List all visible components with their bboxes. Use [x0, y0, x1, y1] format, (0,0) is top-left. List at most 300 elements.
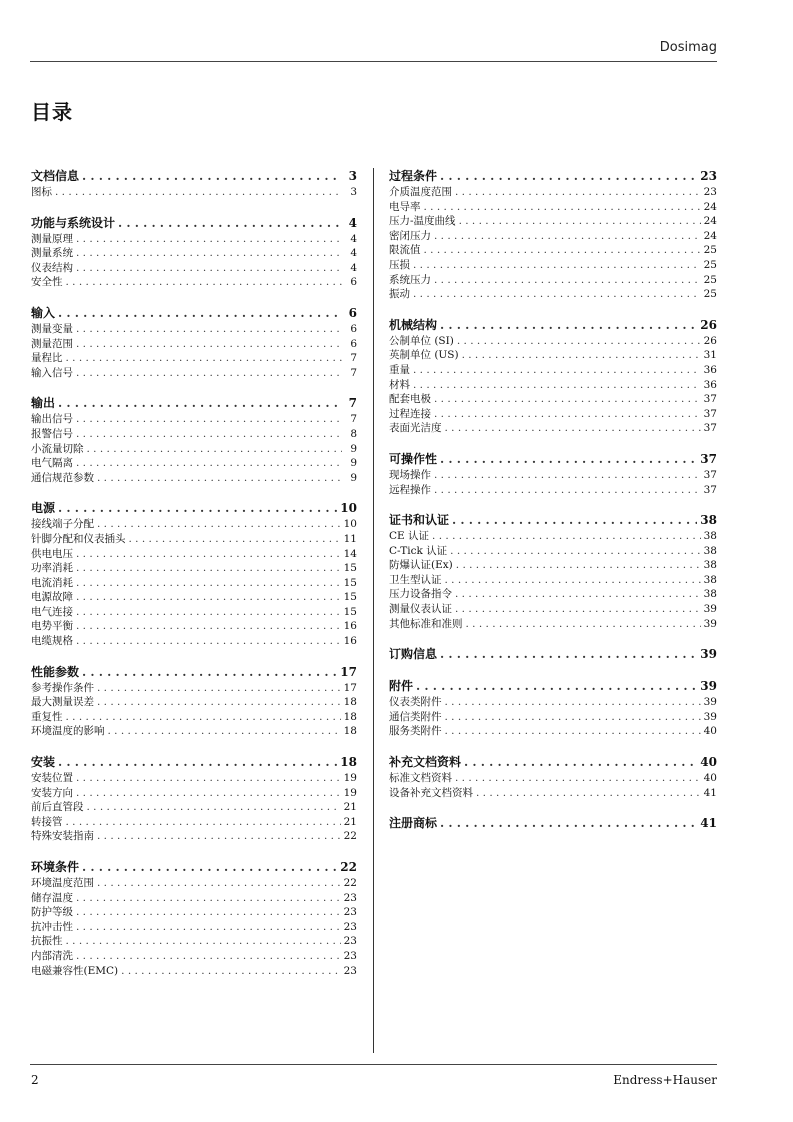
entry-page: 40: [703, 725, 717, 738]
entry-label: 前后直管段: [31, 801, 84, 814]
entry-label: 电磁兼容性(EMC): [31, 964, 119, 977]
section-label: 环境条件: [31, 860, 80, 874]
toc-section-heading[interactable]: [31, 215, 357, 232]
dot-leader: [455, 185, 701, 200]
toc-entry[interactable]: [389, 243, 717, 258]
entry-page: 36: [703, 378, 717, 391]
toc-entry[interactable]: [31, 561, 357, 576]
header-rule: [30, 61, 717, 62]
dot-leader: [76, 891, 341, 906]
toc-entry[interactable]: [31, 261, 357, 276]
entry-label: 防爆认证(Ex): [389, 559, 453, 572]
dot-leader: [445, 573, 701, 588]
entry-label: 测量系统: [31, 247, 73, 260]
toc-entry[interactable]: [389, 229, 717, 244]
toc-entry[interactable]: [389, 185, 717, 200]
entry-label: 接线端子分配: [31, 518, 94, 531]
toc-section: [31, 754, 357, 844]
toc-entry[interactable]: [31, 322, 357, 337]
dot-leader: [76, 366, 342, 381]
dot-leader: [440, 168, 697, 185]
entry-label: 安装位置: [31, 772, 73, 785]
entry-label: 电气连接: [31, 605, 73, 618]
toc-entry[interactable]: [31, 619, 357, 634]
dot-leader: [440, 646, 697, 663]
entry-label: 参考操作条件: [31, 681, 94, 694]
dot-leader: [466, 617, 701, 632]
entry-page: 15: [343, 562, 357, 575]
toc-entry[interactable]: [31, 920, 357, 935]
toc-entry[interactable]: [389, 617, 717, 632]
toc-entry[interactable]: [31, 412, 357, 427]
toc-section-heading[interactable]: [389, 512, 717, 529]
section-label: 订购信息: [389, 647, 438, 662]
dot-leader: [432, 529, 701, 544]
entry-page: 36: [703, 363, 717, 376]
entry-label: 公制单位 (SI): [389, 334, 454, 347]
toc-entry[interactable]: [389, 378, 717, 393]
dot-leader: [97, 876, 341, 891]
entry-label: 安全性: [31, 276, 63, 289]
section-label: 安装: [31, 755, 56, 770]
dot-leader: [76, 590, 341, 605]
entry-label: 量程比: [31, 352, 63, 365]
dot-leader: [476, 786, 701, 801]
dot-leader: [413, 287, 701, 302]
toc-section-heading[interactable]: [31, 859, 357, 876]
entry-label: 测量原理: [31, 232, 73, 245]
toc-section: [31, 305, 357, 380]
toc-entry[interactable]: [31, 815, 357, 830]
entry-label: 介质温度范围: [389, 186, 452, 198]
entry-label: 密闭压力: [389, 229, 431, 242]
section-page: 38: [700, 513, 717, 528]
entry-label: 现场操作: [389, 468, 431, 481]
entry-page: 19: [343, 786, 357, 799]
entry-page: 16: [343, 635, 357, 648]
toc-entry[interactable]: [389, 529, 717, 544]
toc-entry[interactable]: [31, 442, 357, 457]
entry-page: 39: [703, 696, 717, 709]
toc-entry[interactable]: [31, 876, 357, 891]
dot-leader: [440, 317, 697, 334]
entry-page: 23: [343, 891, 357, 904]
entry-page: 40: [703, 772, 717, 785]
entry-label: 最大测量误差: [31, 696, 94, 709]
entry-label: 电流消耗: [31, 576, 73, 589]
toc-entry[interactable]: [389, 695, 717, 710]
dot-leader: [76, 412, 342, 427]
toc-entry[interactable]: [31, 964, 357, 979]
toc-section: [389, 512, 717, 631]
entry-label: 测量仪表认证: [389, 603, 452, 616]
entry-page: 37: [703, 422, 717, 435]
dot-leader: [445, 710, 701, 725]
toc-section-heading[interactable]: [31, 305, 357, 322]
entry-label: 振动: [389, 288, 410, 301]
toc-entry[interactable]: [31, 351, 357, 366]
toc-entry[interactable]: [31, 800, 357, 815]
column-divider: [373, 168, 374, 1053]
section-label: 输出: [31, 396, 56, 411]
toc-entry[interactable]: [389, 724, 717, 739]
entry-page: 38: [703, 544, 717, 557]
section-label: 附件: [389, 679, 414, 694]
dot-leader: [97, 681, 341, 696]
toc-section-heading[interactable]: [31, 395, 357, 412]
toc-entry[interactable]: [31, 605, 357, 620]
section-page: 26: [700, 317, 717, 332]
entry-page: 9: [350, 457, 357, 470]
toc-section: [31, 215, 357, 290]
dot-leader: [76, 261, 342, 276]
entry-label: 抗振性: [31, 935, 63, 948]
toc-section-heading[interactable]: [31, 168, 357, 185]
entry-page: 37: [703, 468, 717, 481]
dot-leader: [76, 576, 341, 591]
toc-section: [389, 451, 717, 497]
entry-label: 转接管: [31, 815, 63, 828]
entry-page: 23: [343, 920, 357, 933]
toc-section-heading[interactable]: [31, 500, 357, 517]
toc-entry[interactable]: [31, 590, 357, 605]
entry-page: 23: [343, 935, 357, 948]
toc-section-heading[interactable]: [389, 754, 717, 771]
dot-leader: [97, 517, 341, 532]
dot-leader: [76, 771, 341, 786]
toc-entry[interactable]: [389, 334, 717, 349]
toc-entry[interactable]: [31, 366, 357, 381]
footer-brand: Endress+Hauser: [613, 1073, 717, 1087]
dot-leader: [76, 232, 342, 247]
toc-entry[interactable]: [389, 214, 717, 229]
entry-label: 针脚分配和仪表插头: [31, 532, 126, 545]
dot-leader: [76, 920, 341, 935]
dot-leader: [58, 305, 342, 322]
entry-label: 其他标准和准则: [389, 617, 463, 630]
entry-page: 39: [703, 710, 717, 723]
dot-leader: [58, 754, 337, 771]
entry-page: 39: [703, 603, 717, 616]
entry-page: 23: [343, 964, 357, 977]
entry-page: 9: [350, 471, 357, 484]
entry-label: 报警信号: [31, 427, 73, 440]
toc-entry[interactable]: [389, 407, 717, 422]
dot-leader: [76, 547, 341, 562]
dot-leader: [66, 934, 341, 949]
dot-leader: [76, 427, 342, 442]
toc-entry[interactable]: [31, 891, 357, 906]
entry-page: 4: [350, 261, 357, 274]
toc-entry[interactable]: [389, 786, 717, 801]
dot-leader: [445, 695, 701, 710]
dot-leader: [76, 456, 342, 471]
entry-label: 仪表结构: [31, 261, 73, 274]
section-page: 10: [340, 501, 357, 516]
toc-section: [31, 500, 357, 648]
toc-section-heading[interactable]: [389, 678, 717, 695]
entry-page: 4: [350, 232, 357, 245]
dot-leader: [424, 243, 701, 258]
toc-entry[interactable]: [389, 258, 717, 273]
toc-entry[interactable]: [389, 200, 717, 215]
footer-page-number: 2: [31, 1073, 39, 1087]
dot-leader: [434, 468, 701, 483]
entry-page: 11: [343, 532, 357, 545]
entry-page: 21: [343, 801, 357, 814]
toc-entry[interactable]: [31, 771, 357, 786]
entry-label: 通信规范参数: [31, 471, 94, 484]
entry-page: 14: [343, 547, 357, 560]
toc-entry[interactable]: [31, 456, 357, 471]
entry-page: 25: [703, 258, 717, 271]
section-page: 6: [348, 305, 357, 320]
entry-label: 压损: [389, 258, 410, 271]
entry-page: 3: [350, 186, 357, 198]
dot-leader: [87, 442, 343, 457]
entry-label: 小流量切除: [31, 442, 84, 455]
entry-page: 15: [343, 591, 357, 604]
entry-page: 25: [703, 288, 717, 301]
toc-section: [389, 678, 717, 739]
entry-label: 电导率: [389, 200, 421, 213]
section-label: 功能与系统设计: [31, 215, 116, 230]
toc-section: [389, 646, 717, 663]
toc-entry[interactable]: [31, 185, 357, 200]
entry-label: 压力设备指令: [389, 588, 452, 601]
entry-label: 图标: [31, 186, 52, 198]
toc-left-column: [31, 168, 357, 993]
entry-label: 供电电压: [31, 547, 73, 560]
toc-entry[interactable]: [31, 532, 357, 547]
toc-entry[interactable]: [389, 421, 717, 436]
entry-page: 7: [350, 366, 357, 379]
entry-page: 17: [343, 681, 357, 694]
toc-entry[interactable]: [31, 471, 357, 486]
entry-page: 25: [703, 244, 717, 257]
dot-leader: [76, 322, 342, 337]
toc-entry[interactable]: [31, 275, 357, 290]
dot-leader: [434, 407, 701, 422]
dot-leader: [66, 275, 343, 290]
toc-section-heading[interactable]: [31, 754, 357, 771]
toc-entry[interactable]: [389, 483, 717, 498]
dot-leader: [87, 800, 341, 815]
toc-entry[interactable]: [389, 710, 717, 725]
toc-section-heading[interactable]: [389, 451, 717, 468]
entry-label: 限流值: [389, 244, 421, 257]
entry-label: 功率消耗: [31, 562, 73, 575]
dot-leader: [55, 185, 342, 200]
entry-page: 8: [350, 427, 357, 440]
toc-entry[interactable]: [31, 232, 357, 247]
entry-label: 标准文档资料: [389, 772, 452, 785]
toc-section-heading[interactable]: [389, 317, 717, 334]
entry-page: 24: [703, 215, 717, 228]
dot-leader: [434, 392, 701, 407]
entry-page: 24: [703, 229, 717, 242]
dot-leader: [424, 200, 701, 215]
entry-label: 抗冲击性: [31, 920, 73, 933]
entry-page: 18: [343, 710, 357, 723]
entry-label: 电气隔离: [31, 457, 73, 470]
dot-leader: [97, 471, 342, 486]
toc-entry[interactable]: [31, 517, 357, 532]
entry-page: 6: [350, 276, 357, 289]
dot-leader: [82, 168, 342, 185]
section-page: 23: [700, 169, 717, 183]
toc-entry[interactable]: [389, 587, 717, 602]
entry-label: 测量变量: [31, 322, 73, 335]
entry-page: 37: [703, 407, 717, 420]
entry-page: 39: [703, 617, 717, 630]
entry-page: 23: [343, 949, 357, 962]
section-page: 3: [348, 169, 357, 183]
entry-page: 38: [703, 588, 717, 601]
dot-leader: [129, 532, 341, 547]
toc-entry[interactable]: [389, 363, 717, 378]
entry-label: 重复性: [31, 710, 63, 723]
dot-leader: [76, 634, 341, 649]
toc-section: [389, 317, 717, 436]
toc-entry[interactable]: [31, 634, 357, 649]
dot-leader: [413, 378, 701, 393]
entry-page: 37: [703, 483, 717, 496]
toc-entry[interactable]: [389, 348, 717, 363]
entry-page: 4: [350, 247, 357, 260]
dot-leader: [457, 334, 701, 349]
toc-section: [389, 754, 717, 800]
entry-page: 7: [350, 352, 357, 365]
dot-leader: [440, 815, 697, 832]
dot-leader: [76, 246, 342, 261]
dot-leader: [97, 695, 341, 710]
toc-entry[interactable]: [389, 287, 717, 302]
entry-page: 41: [703, 786, 717, 799]
section-label: 输入: [31, 305, 56, 320]
entry-page: 22: [343, 877, 357, 889]
toc-entry[interactable]: [31, 949, 357, 964]
toc-section: [31, 168, 357, 200]
entry-label: 环境温度范围: [31, 877, 94, 889]
toc-entry[interactable]: [389, 544, 717, 559]
dot-leader: [434, 273, 701, 288]
entry-label: 重量: [389, 363, 410, 376]
toc-entry[interactable]: [31, 547, 357, 562]
entry-page: 6: [350, 337, 357, 350]
entry-label: C-Tick 认证: [389, 544, 448, 557]
toc-section: [31, 395, 357, 485]
dot-leader: [464, 754, 697, 771]
entry-label: 输出信号: [31, 413, 73, 426]
toc-entry[interactable]: [389, 392, 717, 407]
toc-entry[interactable]: [389, 771, 717, 786]
toc-section-heading[interactable]: [389, 815, 717, 832]
dot-leader: [434, 229, 701, 244]
toc-entry[interactable]: [389, 573, 717, 588]
page-title: 目录: [31, 100, 73, 124]
entry-label: 设备补充文档资料: [389, 786, 473, 799]
entry-page: 15: [343, 605, 357, 618]
entry-label: 材料: [389, 378, 410, 391]
entry-page: 19: [343, 772, 357, 785]
toc-entry[interactable]: [389, 558, 717, 573]
entry-label: 表面光洁度: [389, 422, 442, 435]
section-page: 40: [700, 755, 717, 770]
toc-section: [389, 168, 717, 302]
entry-page: 9: [350, 442, 357, 455]
section-page: 39: [700, 679, 717, 694]
toc-section-heading[interactable]: [389, 168, 717, 185]
entry-label: 卫生型认证: [389, 573, 442, 586]
footer-rule: [30, 1064, 717, 1065]
section-label: 补充文档资料: [389, 755, 462, 770]
entry-label: 电缆规格: [31, 635, 73, 648]
entry-page: 23: [343, 906, 357, 919]
dot-leader: [118, 215, 342, 232]
toc-entry[interactable]: [389, 602, 717, 617]
entry-page: 37: [703, 393, 717, 406]
dot-leader: [445, 421, 701, 436]
toc-entry[interactable]: [31, 681, 357, 696]
entry-label: 服务类附件: [389, 725, 442, 738]
toc-entry[interactable]: [31, 786, 357, 801]
toc-entry[interactable]: [31, 576, 357, 591]
toc-entry[interactable]: [31, 724, 357, 739]
toc-entry[interactable]: [31, 695, 357, 710]
toc-section: [31, 664, 357, 739]
dot-leader: [455, 587, 701, 602]
dot-leader: [66, 710, 341, 725]
entry-label: 储存温度: [31, 891, 73, 904]
entry-page: 38: [703, 559, 717, 572]
dot-leader: [82, 664, 337, 681]
toc-entry[interactable]: [31, 246, 357, 261]
entry-label: 通信类附件: [389, 710, 442, 723]
entry-label: 特殊安装指南: [31, 830, 94, 843]
toc-entry[interactable]: [31, 337, 357, 352]
toc-section-heading[interactable]: [31, 664, 357, 681]
toc-entry[interactable]: [31, 934, 357, 949]
dot-leader: [456, 558, 701, 573]
dot-leader: [108, 724, 341, 739]
toc-entry[interactable]: [31, 427, 357, 442]
entry-label: 配套电极: [389, 393, 431, 406]
toc-entry[interactable]: [31, 710, 357, 725]
entry-label: CE 认证: [389, 530, 430, 543]
dot-leader: [440, 451, 697, 468]
section-page: 37: [700, 451, 717, 466]
dot-leader: [76, 905, 341, 920]
toc-entry[interactable]: [31, 829, 357, 844]
entry-page: 15: [343, 576, 357, 589]
toc-entry[interactable]: [31, 905, 357, 920]
section-label: 过程条件: [389, 169, 438, 183]
toc-entry[interactable]: [389, 273, 717, 288]
entry-page: 18: [343, 696, 357, 709]
entry-label: 电源故障: [31, 591, 73, 604]
entry-label: 过程连接: [389, 407, 431, 420]
entry-label: 环境温度的影响: [31, 725, 105, 738]
entry-page: 38: [703, 573, 717, 586]
dot-leader: [413, 258, 701, 273]
entry-label: 测量范围: [31, 337, 73, 350]
section-page: 22: [340, 860, 357, 874]
toc-entry[interactable]: [389, 468, 717, 483]
entry-label: 系统压力: [389, 273, 431, 286]
section-page: 39: [700, 647, 717, 662]
toc-section-heading[interactable]: [389, 646, 717, 663]
